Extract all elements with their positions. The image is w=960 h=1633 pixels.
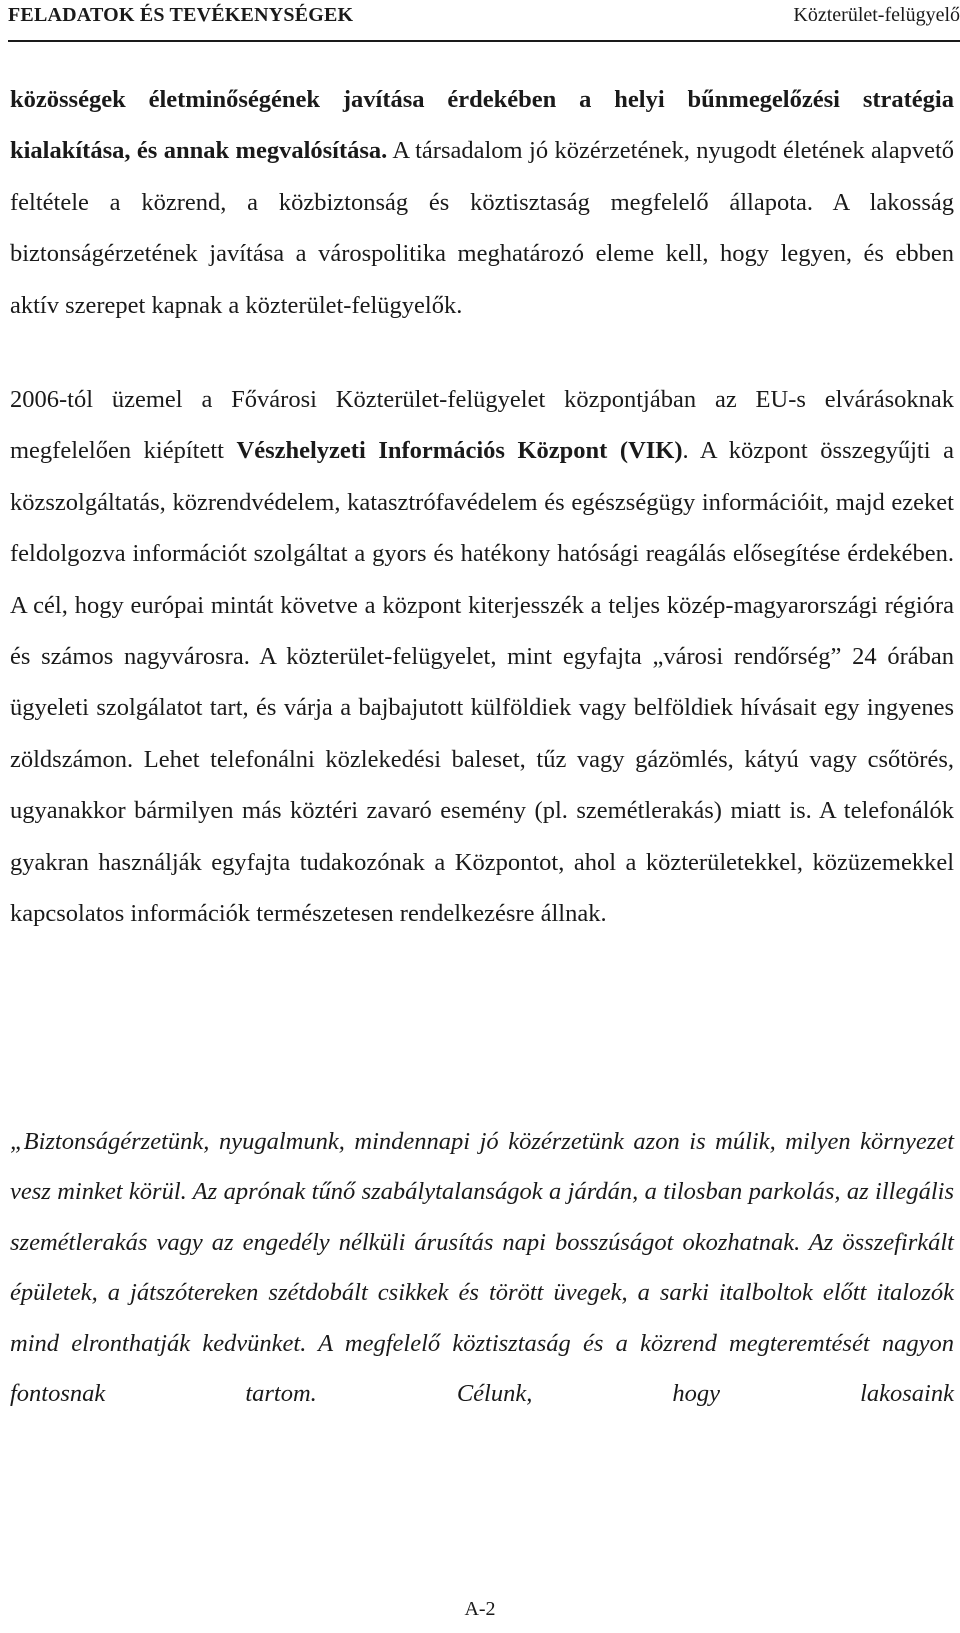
quote-paragraph: „Biztonságérzetünk, nyugalmunk, mindennapi jó közérzetünk azon is múlik, milyen környezet vesz minket körül. Az aprónak tűnő szabálytalanságok a járdán, a tilosban parkolás, az illegális szemétlerakás vagy az engedély nélküli árusítás napi bosszúságot okozhatnak. Az összefirkált épületek, a játszótereken szétdobált csikkek és törött üvegek, a sarki italboltok előtt italozók mind elronthatják kedvünket. A megfelelő köztisztaság és a közrend megteremtését nagyon fontosnak tartom. Célunk, hogy lakosaink [10,1128,954,1408]
paragraph-strategy-bold: közösségek életminőségének javítása érdekében a helyi bűnmegelőzési stratégia kialakítása, és annak megvalósítása. [10,86,954,165]
paragraph-strategy-rest: A társadalom jó közérzetének, nyugodt életének alapvető feltétele a közrend, a közbiztonság és köztisztaság megfelelő állapota. A lakosság biztonságérzetének javítása a várospolitika meghatározó eleme kell, hogy legyen, és ebben aktív szerepet kapnak a közterület-felügyelők. [10,137,955,319]
page-header [8,0,960,42]
paragraph-vik-bold: Vészhelyzeti Információs Központ (VIK) [236,437,683,465]
page-number: A-2 [464,1598,496,1620]
paragraph-strategy [10,74,954,331]
paragraph-vik [10,374,954,939]
paragraph-vik-rest: . A központ összegyűjti a közszolgáltatás, közrendvédelem, katasztrófavédelem és egészségügy információit, majd ezeket feldolgozva információt szolgáltat a gyors és hatékony hatósági reagálás elősegítése érdekében. A cél, hogy európai mintát követve a központ kiterjesszék a teljes közép-magyarországi régióra és számos nagyvárosra. A közterület-felügyelet, mint egyfajta „városi rendőrség” 24 órában ügyeleti szolgálatot tart, és várja a bajbajutott külföldiek vagy belföldiek hívásait egy ingyenes zöldszámon. Lehet telefonálni közlekedési baleset, tűz vagy gázömlés, kátyú vagy csőtörés, ugyanakkor bármilyen más köztéri zavaró esemény (pl. szemétlerakás) miatt is. A telefonálók gyakran használják egyfajta tudakozónak a Központot, ahol a közterületekkel, közüzemekkel kapcsolatos információk természetesen rendelkezésre állnak. [10,437,954,928]
paragraph-vik-intro: 2006-tól üzemel a Fővárosi Közterület-felügyelet központjában az EU-s elvárásoknak megfelelően kiépített [10,386,954,465]
header-section-title: FELADATOK ÉS TEVÉKENYSÉGEK [8,4,354,26]
header-document-title: Közterület-felügyelő [793,4,960,26]
